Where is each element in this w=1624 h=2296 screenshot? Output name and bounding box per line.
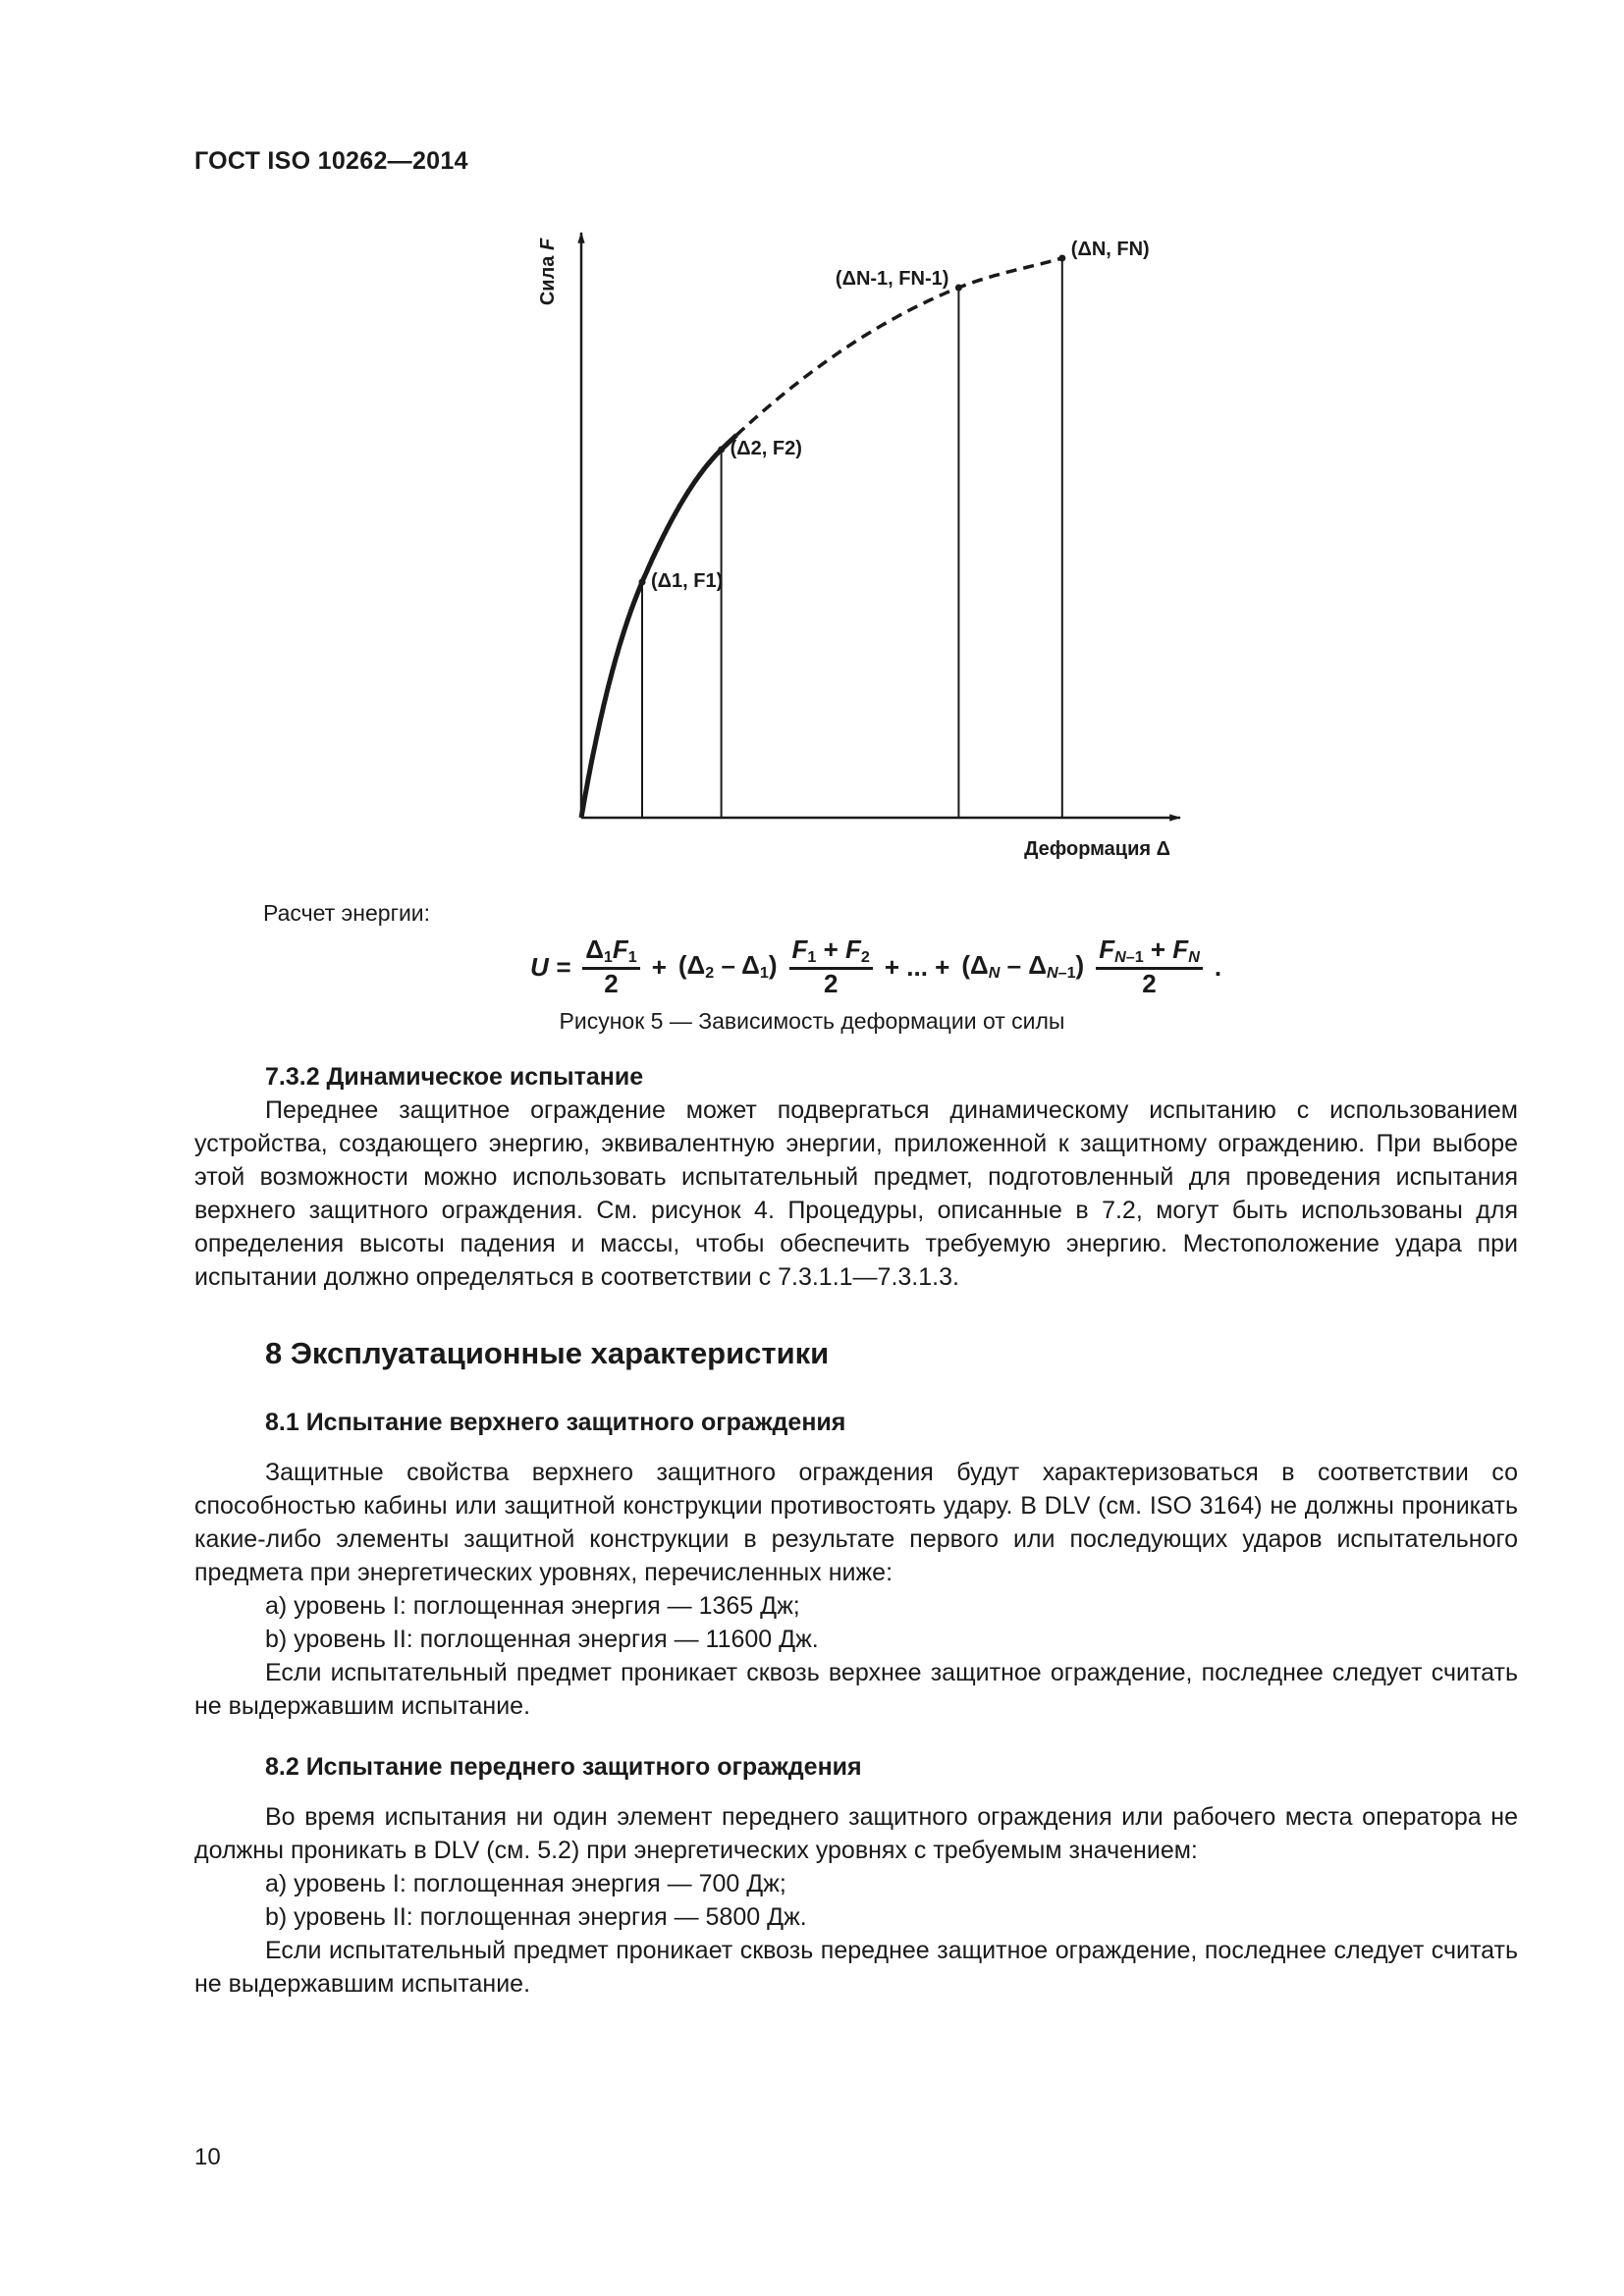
formula-term3-factor: $(\Delta_N - \Delta_{N-1})$ — [961, 950, 1085, 983]
section-82-intro: Во время испытания ни один элемент переднего защитного ограждения или рабочего места оператора не должны проникать в DLV (см. 5.2) при энергетических уровнях с требуемым значением: — [194, 1803, 1518, 1864]
section-82-outro: Если испытательный предмет проникает сквозь переднее защитное ограждение, последнее следует считать не выдержавшим испытание. — [194, 1937, 1518, 1998]
section-82-item-b: b) уровень II: поглощенная энергия — 5800 Дж. — [265, 1903, 807, 1931]
page-header: ГОСТ ISO 10262—2014 — [194, 147, 468, 175]
section-81-intro: Защитные свойства верхнего защитного ограждения будут характеризоваться в соответствии со способностью кабины или защитной конструкции противостоять удару. В DLV (см. ISO 3164) не должны проникать какие-либо элементы защитной конструкции в результате первого или последующих ударов испытательного предмета при энергетических уровнях, перечисленных ниже: — [194, 1459, 1518, 1586]
force-deformation-chart — [520, 221, 1208, 883]
formula-end: . — [1214, 951, 1222, 982]
section-81-outro: Если испытательный предмет проникает сквозь верхнее защитное ограждение, последнее следует считать не выдержавшим испытание. — [194, 1659, 1518, 1720]
formula-plus: + — [651, 951, 667, 982]
section-82-heading: 8.2 Испытание переднего защитного ограждения — [265, 1753, 862, 1781]
section-81-heading: 8.1 Испытание верхнего защитного ограждения — [265, 1409, 846, 1436]
page-number: 10 — [194, 2144, 221, 2170]
point-label-4: (ΔN, FN) — [1070, 239, 1150, 260]
formula-lhs: U = — [530, 951, 571, 982]
point-label-2: (Δ2, F2) — [730, 438, 802, 459]
formula-term3-den: 2 — [1142, 968, 1157, 998]
energy-calc-label: Расчет энергии: — [263, 900, 431, 926]
section-81-item-b: b) уровень II: поглощенная энергия — 11600 Дж. — [265, 1626, 819, 1653]
formula-term2-den: 2 — [823, 968, 839, 998]
section-732-heading: 7.3.2 Динамическое испытание — [265, 1063, 644, 1091]
curve-solid-segment — [581, 435, 736, 818]
document-body — [194, 1060, 1518, 2001]
formula-term2-num: $F_1 + F_2$ — [789, 936, 873, 970]
section-732-paragraph: Переднее защитное ограждение может подвергаться динамическому испытанию с использованием устройства, создающего энергию, эквивалентную энергии, приложенной к защитному ограждению. При выборе этой возможности можно использовать испытательный предмет, подготовленный для проведения испытания верхнего защитного ограждения. См. рисунок 4. Процедуры, описанные в 7.2, могут быть использованы для определения высоты падения и массы, чтобы обеспечить требуемую энергию. Местоположение удара при испытании должно определяться в соответствии с 7.3.1.1—7.3.1.3. — [194, 1096, 1518, 1291]
data-point-4 — [1058, 255, 1065, 262]
data-point-2 — [718, 447, 725, 454]
energy-formula — [530, 934, 1222, 998]
formula-term1-den: 2 — [604, 968, 619, 998]
section-8-heading: 8 Эксплуатационные характеристики — [265, 1336, 830, 1370]
point-label-3: (ΔN-1, FN-1) — [835, 268, 949, 290]
formula-ellipsis: + ... + — [884, 951, 950, 982]
x-axis-label: Деформация Δ — [1024, 838, 1170, 860]
data-point-3 — [955, 285, 962, 292]
figure-caption: Рисунок 5 — Зависимость деформации от силы — [559, 1008, 1065, 1034]
formula-term1 — [582, 936, 640, 997]
formula-term3-num: $F_{N-1} + F_N$ — [1096, 936, 1203, 970]
point-label-1: (Δ1, F1) — [651, 570, 724, 592]
data-point-1 — [639, 579, 646, 586]
formula-term3 — [1096, 936, 1203, 997]
y-axis-label: Сила F — [537, 238, 559, 306]
section-81-item-a: а) уровень I: поглощенная энергия — 1365 Дж; — [265, 1592, 800, 1620]
section-82-item-a: а) уровень I: поглощенная энергия — 700 Дж; — [265, 1870, 786, 1897]
formula-term1-num: $\Delta_1F_1$ — [582, 936, 640, 970]
formula-term2 — [789, 936, 873, 997]
formula-term2-factor: $(\Delta_2 - \Delta_1)$ — [677, 950, 778, 983]
